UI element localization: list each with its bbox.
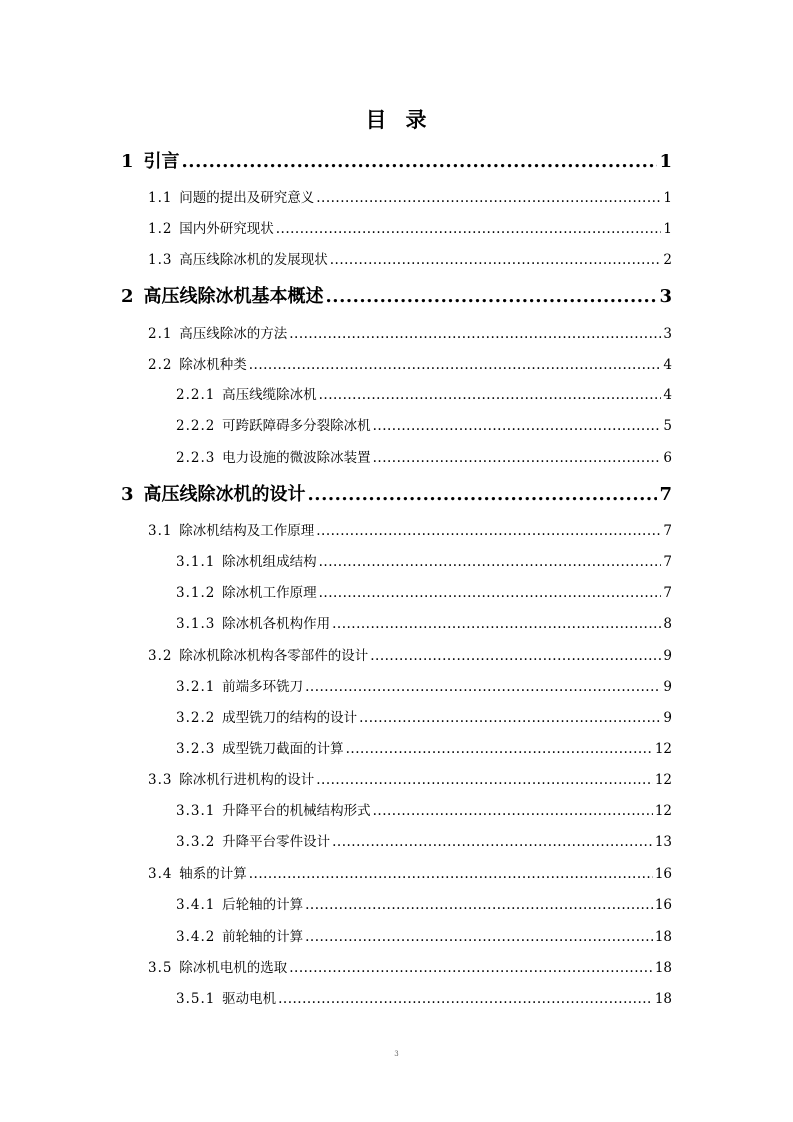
toc-entry-text: 后轮轴的计算 bbox=[222, 897, 304, 913]
toc-entry-level-3[interactable] bbox=[176, 581, 672, 601]
toc-entry-text: 除冰机行进机构的设计 bbox=[179, 772, 315, 788]
toc-entry-text: 前端多环铣刀 bbox=[222, 679, 304, 695]
toc-entry-text: 除冰机电机的选取 bbox=[179, 960, 288, 976]
toc-entry-label bbox=[176, 414, 371, 434]
toc-entry-text: 除冰机工作原理 bbox=[222, 585, 317, 601]
toc-entry-label bbox=[176, 706, 357, 726]
toc-entry-label bbox=[176, 675, 303, 695]
toc-entry-text: 升降平台零件设计 bbox=[222, 834, 331, 850]
toc-entry-page: 18 bbox=[654, 960, 672, 976]
toc-leader-dots bbox=[319, 387, 662, 403]
toc-leader-dots bbox=[305, 929, 653, 945]
toc-entry-level-3[interactable] bbox=[176, 893, 672, 913]
toc-entry-level-3[interactable] bbox=[176, 925, 672, 945]
toc-entry-number: 3.5.1 bbox=[176, 991, 216, 1007]
toc-entry-label bbox=[148, 519, 314, 539]
toc-entry-page: 1 bbox=[663, 221, 672, 237]
toc-entry-page: 5 bbox=[663, 418, 672, 434]
toc-entry-text: 高压线除冰的方法 bbox=[179, 326, 288, 342]
toc-entry-text: 引言 bbox=[143, 151, 180, 172]
toc-entry-page: 7 bbox=[663, 585, 672, 601]
toc-entry-text: 可跨跃障碍多分裂除冰机 bbox=[222, 418, 371, 434]
toc-leader-dots bbox=[276, 221, 662, 237]
toc-entry-number: 3.4.2 bbox=[176, 929, 216, 945]
toc-entry-label bbox=[176, 581, 317, 601]
toc-entry-text: 电力设施的微波除冰装置 bbox=[222, 450, 371, 466]
toc-entry-page: 7 bbox=[659, 484, 672, 505]
toc-leader-dots bbox=[289, 326, 661, 342]
toc-leader-dots bbox=[373, 450, 662, 466]
toc-leader-dots bbox=[319, 554, 662, 570]
page-number: 3 bbox=[394, 1050, 399, 1058]
toc-entry-level-2[interactable] bbox=[148, 644, 672, 664]
toc-entry-label bbox=[176, 987, 276, 1007]
toc-entry-number: 3.5 bbox=[148, 960, 173, 976]
toc-entry-text: 高压线缆除冰机 bbox=[222, 387, 317, 403]
toc-leader-dots bbox=[278, 991, 653, 1007]
toc-entry-number: 1.1 bbox=[148, 190, 173, 206]
toc-entry-number: 3.2.1 bbox=[176, 679, 216, 695]
toc-entry-number: 3.1.1 bbox=[176, 554, 216, 570]
toc-entry-page: 3 bbox=[659, 286, 672, 307]
toc-entry-page: 3 bbox=[663, 326, 672, 342]
toc-entry-page: 7 bbox=[663, 523, 672, 539]
toc-entry-text: 轴系的计算 bbox=[179, 866, 247, 882]
toc-entry-label bbox=[148, 353, 247, 373]
toc-entry-text: 成型铣刀的结构的设计 bbox=[222, 710, 358, 726]
toc-entry-number: 1 bbox=[121, 151, 135, 172]
toc-entry-label bbox=[176, 925, 303, 945]
toc-entry-label bbox=[121, 147, 180, 173]
toc-entry-text: 高压线除冰机的发展现状 bbox=[179, 252, 328, 268]
toc-entry-level-2[interactable] bbox=[148, 768, 672, 788]
toc-entry-number: 2.2 bbox=[148, 357, 173, 373]
toc-entry-page: 9 bbox=[663, 648, 672, 664]
toc-entry-level-3[interactable] bbox=[176, 612, 672, 632]
toc-entry-page: 7 bbox=[663, 554, 672, 570]
toc-entry-page: 4 bbox=[663, 387, 672, 403]
toc-leader-dots bbox=[308, 484, 658, 505]
toc-leader-dots bbox=[326, 286, 658, 307]
toc-entry-number: 2.2.2 bbox=[176, 418, 216, 434]
toc-entry-number: 1.2 bbox=[148, 221, 173, 237]
toc-entry-number: 2.2.3 bbox=[176, 450, 216, 466]
toc-leader-dots bbox=[332, 616, 661, 632]
toc-entry-label bbox=[148, 217, 274, 237]
toc-entry-page: 2 bbox=[663, 252, 672, 268]
toc-entry-level-3[interactable] bbox=[176, 414, 672, 434]
toc-entry-level-3[interactable] bbox=[176, 987, 672, 1007]
toc-leader-dots bbox=[359, 710, 661, 726]
toc-entry-level-2[interactable] bbox=[148, 353, 672, 373]
toc-entry-label bbox=[121, 282, 324, 308]
toc-entry-number: 3.4.1 bbox=[176, 897, 216, 913]
toc-leader-dots bbox=[249, 866, 653, 882]
toc-entry-level-3[interactable] bbox=[176, 383, 672, 403]
toc-entry-text: 成型铣刀截面的计算 bbox=[222, 741, 344, 757]
toc-entry-text: 除冰机种类 bbox=[179, 357, 247, 373]
toc-leader-dots bbox=[249, 357, 662, 373]
toc-entry-level-1[interactable] bbox=[121, 147, 672, 173]
toc-entry-level-3[interactable] bbox=[176, 446, 672, 466]
toc-entry-page: 18 bbox=[654, 991, 672, 1007]
toc-entry-label bbox=[176, 893, 303, 913]
toc-leader-dots bbox=[319, 585, 662, 601]
toc-entry-label bbox=[148, 644, 368, 664]
toc-entry-text: 除冰机各机构作用 bbox=[222, 616, 331, 632]
toc-leader-dots bbox=[373, 803, 653, 819]
toc-leader-dots bbox=[316, 772, 653, 788]
toc-entry-label bbox=[148, 186, 314, 206]
toc-entry-number: 1.3 bbox=[148, 252, 173, 268]
toc-title-char-2: 录 bbox=[405, 107, 428, 132]
toc-leader-dots bbox=[330, 252, 662, 268]
toc-entry-level-3[interactable] bbox=[176, 706, 672, 726]
toc-entry-level-2[interactable] bbox=[148, 322, 672, 342]
toc-entry-page: 1 bbox=[659, 151, 672, 172]
toc-entry-text: 国内外研究现状 bbox=[179, 221, 274, 237]
toc-entry-level-3[interactable] bbox=[176, 550, 672, 570]
toc-entry-level-3[interactable] bbox=[176, 830, 672, 850]
toc-entry-label bbox=[176, 830, 330, 850]
toc-title-char-1: 目 bbox=[365, 107, 388, 132]
toc-entry-number: 3.2.2 bbox=[176, 710, 216, 726]
toc-entry-level-2[interactable] bbox=[148, 956, 672, 976]
toc-leader-dots bbox=[305, 679, 661, 695]
toc-entry-separator bbox=[135, 151, 144, 172]
toc-entry-number: 3 bbox=[121, 484, 135, 505]
toc-entry-page: 13 bbox=[654, 834, 672, 850]
toc-entry-separator bbox=[135, 484, 144, 505]
toc-entry-number: 3.1.2 bbox=[176, 585, 216, 601]
toc-entry-text: 除冰机组成结构 bbox=[222, 554, 317, 570]
toc-entry-text: 除冰机除冰机构各零部件的设计 bbox=[179, 648, 369, 664]
toc-leader-dots bbox=[289, 960, 653, 976]
toc-entry-label bbox=[148, 322, 287, 342]
toc-entry-text: 高压线除冰机基本概述 bbox=[143, 286, 324, 307]
toc-entry-page: 9 bbox=[663, 710, 672, 726]
toc-entry-text: 问题的提出及研究意义 bbox=[179, 190, 315, 206]
toc-entry-page: 8 bbox=[663, 616, 672, 632]
toc-entry-page: 4 bbox=[663, 357, 672, 373]
toc-entry-level-1[interactable] bbox=[121, 282, 672, 308]
toc-entry-page: 12 bbox=[654, 741, 672, 757]
toc-leader-dots bbox=[305, 897, 653, 913]
toc-entry-number: 2 bbox=[121, 286, 135, 307]
toc-entry-number: 3.1 bbox=[148, 523, 173, 539]
toc-leader-dots bbox=[332, 834, 653, 850]
toc-entry-label bbox=[176, 550, 317, 570]
toc-entry-text: 前轮轴的计算 bbox=[222, 929, 304, 945]
toc-entry-level-2[interactable] bbox=[148, 186, 672, 206]
toc-entry-label bbox=[176, 612, 330, 632]
toc-entry-label bbox=[176, 737, 344, 757]
toc-entry-label bbox=[148, 956, 287, 976]
toc-leader-dots bbox=[182, 151, 658, 172]
toc-entry-level-2[interactable] bbox=[148, 217, 672, 237]
toc-entry-label bbox=[121, 480, 306, 506]
toc-leader-dots bbox=[370, 648, 661, 664]
toc-entry-page: 18 bbox=[654, 929, 672, 945]
toc-leader-dots bbox=[316, 190, 661, 206]
toc-entry-number: 3.3 bbox=[148, 772, 173, 788]
toc-leader-dots bbox=[316, 523, 661, 539]
toc-entry-label bbox=[176, 383, 317, 403]
toc-entry-page: 1 bbox=[663, 190, 672, 206]
toc-leader-dots bbox=[346, 741, 653, 757]
toc-entry-label bbox=[148, 768, 314, 788]
toc-entry-number: 2.2.1 bbox=[176, 387, 216, 403]
toc-entry-number: 3.1.3 bbox=[176, 616, 216, 632]
toc-entry-page: 9 bbox=[663, 679, 672, 695]
toc-entry-level-2[interactable] bbox=[148, 248, 672, 268]
toc-entry-number: 3.3.1 bbox=[176, 803, 216, 819]
toc-entry-text: 驱动电机 bbox=[222, 991, 277, 1007]
toc-entry-label bbox=[148, 862, 247, 882]
toc-entry-level-3[interactable] bbox=[176, 799, 672, 819]
toc-entry-page: 16 bbox=[654, 897, 672, 913]
toc-entry-level-2[interactable] bbox=[148, 519, 672, 539]
toc-entry-page: 16 bbox=[654, 866, 672, 882]
toc-entry-number: 2.1 bbox=[148, 326, 173, 342]
toc-entry-label bbox=[176, 446, 371, 466]
toc-entry-number: 3.2 bbox=[148, 648, 173, 664]
toc-entry-label bbox=[176, 799, 371, 819]
toc-entry-number: 3.3.2 bbox=[176, 834, 216, 850]
toc-entry-page: 12 bbox=[654, 772, 672, 788]
toc-entry-level-3[interactable] bbox=[176, 675, 672, 695]
toc-entry-label bbox=[148, 248, 328, 268]
toc-entry-text: 除冰机结构及工作原理 bbox=[179, 523, 315, 539]
toc-entry-level-1[interactable] bbox=[121, 480, 672, 506]
toc-entry-number: 3.4 bbox=[148, 866, 173, 882]
toc-entry-text: 升降平台的机械结构形式 bbox=[222, 803, 371, 819]
toc-entry-page: 6 bbox=[663, 450, 672, 466]
toc-entry-number: 3.2.3 bbox=[176, 741, 216, 757]
toc-entry-text: 高压线除冰机的设计 bbox=[143, 484, 306, 505]
toc-entry-page: 12 bbox=[654, 803, 672, 819]
toc-entry-level-2[interactable] bbox=[148, 862, 672, 882]
toc-leader-dots bbox=[373, 418, 662, 434]
toc-entry-level-3[interactable] bbox=[176, 737, 672, 757]
toc-entry-separator bbox=[135, 286, 144, 307]
